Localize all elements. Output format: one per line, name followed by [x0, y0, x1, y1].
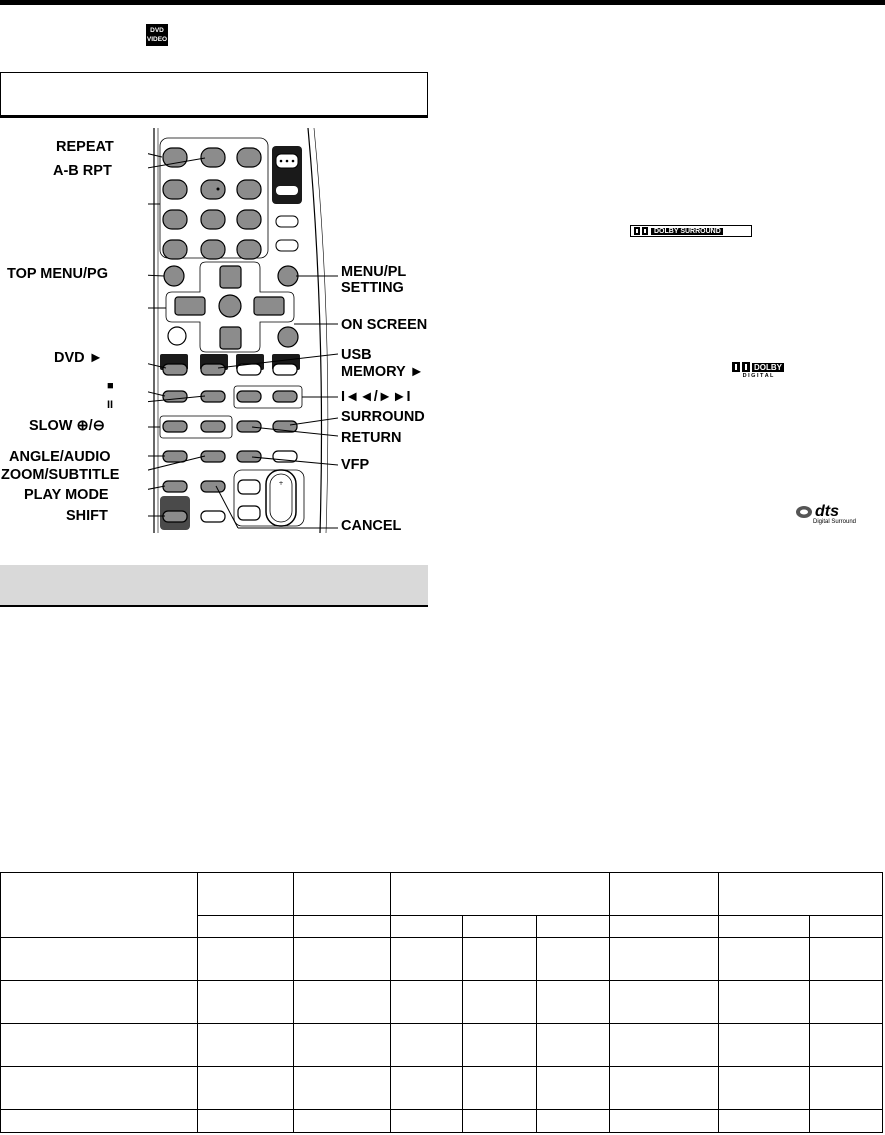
- table-cell: [719, 938, 810, 981]
- table-row: [1, 981, 883, 1024]
- table-cell: [390, 916, 463, 938]
- section-header-box: [0, 565, 428, 607]
- table-cell: [463, 981, 537, 1024]
- table-row: [1, 938, 883, 981]
- table-cell: [537, 938, 610, 981]
- dvd-icon-line1: DVD: [150, 27, 164, 34]
- dolby-digital-logo: [728, 362, 788, 382]
- table-cell: [1, 981, 198, 1024]
- table-cell: [537, 1024, 610, 1067]
- table-cell: [197, 1024, 293, 1067]
- dts-subtext: Digital Surround: [813, 519, 857, 525]
- table-header-row: [1, 873, 883, 916]
- table-cell: [390, 981, 463, 1024]
- cancel-label: CANCEL: [341, 518, 402, 534]
- table-cell: [610, 1067, 719, 1110]
- table-cell: [719, 1024, 810, 1067]
- skip-label: I◄◄/►►I: [341, 389, 411, 405]
- table-cell: [1, 1024, 198, 1067]
- on-screen-label: ON SCREEN: [341, 317, 428, 333]
- table-cell: [719, 916, 810, 938]
- table-cell: [463, 916, 537, 938]
- angle-audio-label: ANGLE/AUDIO: [9, 449, 111, 465]
- remote-control-illustration: [148, 128, 338, 538]
- usb-memory-label: MEMORY ►: [341, 364, 424, 380]
- table-cell: [610, 873, 719, 916]
- table-cell: [293, 916, 390, 938]
- table-cell: [610, 1024, 719, 1067]
- dolby-surround-logo: [630, 225, 752, 237]
- surround-label: SURROUND: [341, 409, 425, 425]
- table-cell: [463, 1024, 537, 1067]
- zoom-subtitle-label: ZOOM/SUBTITLE: [1, 467, 120, 483]
- table-cell: [810, 1110, 883, 1133]
- table-cell: [197, 1067, 293, 1110]
- table-cell: [537, 916, 610, 938]
- table-cell: [293, 981, 390, 1024]
- play-mode-label: PLAY MODE: [24, 487, 109, 503]
- dolby-double-d-icon: [732, 362, 750, 372]
- table-cell: [293, 873, 390, 916]
- vfp-label: VFP: [341, 457, 370, 473]
- dts-logo: [795, 505, 863, 537]
- table-cell: [390, 1067, 463, 1110]
- dvd-video-icon: [146, 24, 168, 46]
- table-cell: [463, 938, 537, 981]
- table-cell: [810, 1024, 883, 1067]
- menu-pl-label: MENU/PL: [341, 264, 407, 280]
- table-cell: [463, 1067, 537, 1110]
- table-cell: [1, 1110, 198, 1133]
- table-cell: [537, 981, 610, 1024]
- table-cell: [1, 873, 198, 938]
- dvd-icon-line2: VIDEO: [146, 36, 168, 43]
- table-cell: [537, 1067, 610, 1110]
- table-cell: [463, 1110, 537, 1133]
- dolby-surround-text: DOLBY SURROUND: [651, 228, 723, 235]
- dolby-digital-line2: D I G I T A L: [742, 373, 774, 379]
- table-cell: [293, 1110, 390, 1133]
- table-cell: [197, 938, 293, 981]
- table-cell: [293, 938, 390, 981]
- heading-box: [0, 72, 428, 118]
- table-row: [1, 1110, 883, 1133]
- top-menu-label: TOP MENU/PG: [7, 266, 108, 282]
- table-cell: [390, 873, 610, 916]
- dvd-play-label: DVD ►: [54, 350, 103, 366]
- table-cell: [810, 938, 883, 981]
- table-cell: [719, 981, 810, 1024]
- table-cell: [810, 1067, 883, 1110]
- table-cell: [610, 981, 719, 1024]
- stop-label: ■: [107, 380, 114, 392]
- dts-text: dts: [815, 503, 839, 520]
- table-cell: [197, 981, 293, 1024]
- table-cell: [390, 1110, 463, 1133]
- table-cell: [293, 1024, 390, 1067]
- dolby-digital-line1: DOLBY: [754, 362, 782, 372]
- shift-label: SHIFT: [66, 508, 108, 524]
- table-cell: [610, 1110, 719, 1133]
- top-rule: [0, 0, 885, 5]
- dts-disc-icon: [795, 505, 813, 519]
- spec-table: [0, 872, 883, 1133]
- table-row: [1, 1024, 883, 1067]
- setting-label: SETTING: [341, 280, 404, 296]
- table-cell: [293, 1067, 390, 1110]
- table-cell: [610, 916, 719, 938]
- slow-label: SLOW ⊕/⊖: [29, 418, 105, 434]
- table-cell: [197, 1110, 293, 1133]
- table-cell: [197, 916, 293, 938]
- ab-rpt-label: A-B RPT: [53, 163, 112, 179]
- table-cell: [610, 938, 719, 981]
- table-cell: [1, 938, 198, 981]
- usb-label: USB: [341, 347, 372, 363]
- dolby-double-d-icon: [634, 227, 648, 235]
- pause-label: II: [107, 399, 114, 411]
- table-cell: [810, 981, 883, 1024]
- table-cell: [719, 873, 883, 916]
- svg-text:+: +: [278, 480, 284, 487]
- return-label: RETURN: [341, 430, 402, 446]
- table-cell: [390, 938, 463, 981]
- table-cell: [719, 1110, 810, 1133]
- table-cell: [810, 916, 883, 938]
- repeat-label: REPEAT: [56, 139, 114, 155]
- table-cell: [197, 873, 293, 916]
- table-cell: [1, 1067, 198, 1110]
- table-cell: [537, 1110, 610, 1133]
- table-row: [1, 1067, 883, 1110]
- table-cell: [390, 1024, 463, 1067]
- table-cell: [719, 1067, 810, 1110]
